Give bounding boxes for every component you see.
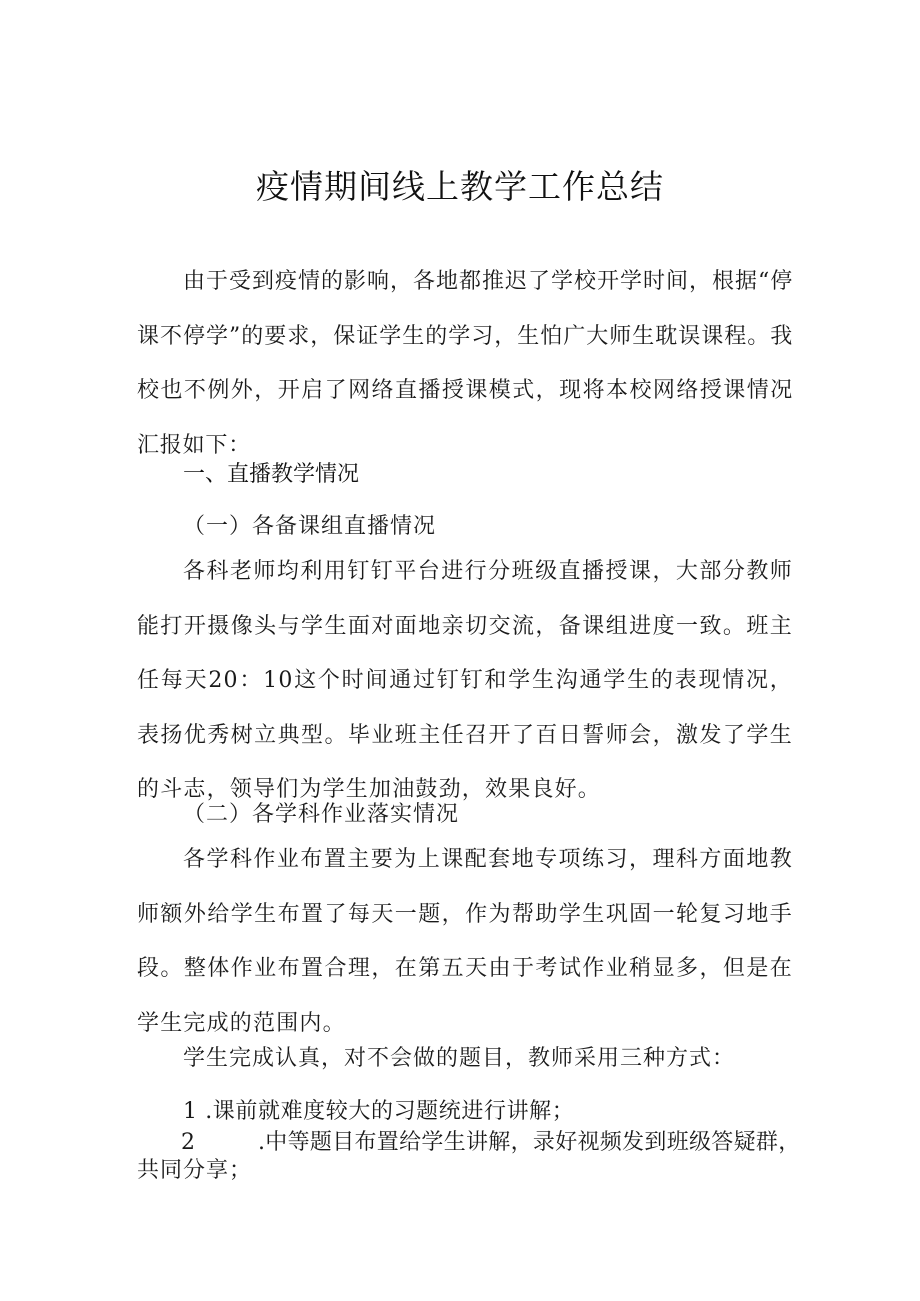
list-item-1: 1 .课前就难度较大的习题统进行讲解； xyxy=(183,1099,575,1124)
methods-intro-line: 学生完成认真，对不会做的题目，教师采用三种方式： xyxy=(183,1046,736,1071)
section-heading-live-teaching: 一、直播教学情况 xyxy=(183,462,360,487)
live-status-paragraph: 各科老师均利用钉钉平台进行分班级直播授课，大部分教师能打开摄像头与学生面对面地亲切交流，备课组进度一致。班主任每天20：10这个时间通过钉钉和学生沟通学生的表现情况，表扬优秀树立典型。毕业班主任召开了百日誓师会，激发了学生的斗志，领导们为学生加油鼓劲，效果良好。 xyxy=(137,559,793,802)
list-item-2-continuation: 共同分享； xyxy=(137,1158,253,1183)
list-item-2-number: 2 xyxy=(181,1130,195,1155)
homework-paragraph: 各学科作业布置主要为上课配套地专项练习，理科方面地教师额外给学生布置了每天一题，作为帮助学生巩固一轮复习地手段。整体作业布置合理，在第五天由于考试作业稍显多，但是在学生完成的范围内。 xyxy=(137,847,793,1036)
list-item-2-text: .中等题目布置给学生讲解，录好视频发到班级答疑群， xyxy=(258,1130,801,1155)
document-title: 疫情期间线上教学工作总结 xyxy=(256,167,664,206)
intro-paragraph: 由于受到疫情的影响，各地都推迟了学校开学时间，根据“停课不停学”的要求，保证学生的学习，生怕广大师生耽误课程。我校也不例外，开启了网络直播授课模式，现将本校网络授课情况汇报如下： xyxy=(137,269,793,458)
subsection-heading-homework: （二）各学科作业落实情况 xyxy=(183,802,460,827)
subsection-heading-live-status: （一）各备课组直播情况 xyxy=(183,514,437,539)
